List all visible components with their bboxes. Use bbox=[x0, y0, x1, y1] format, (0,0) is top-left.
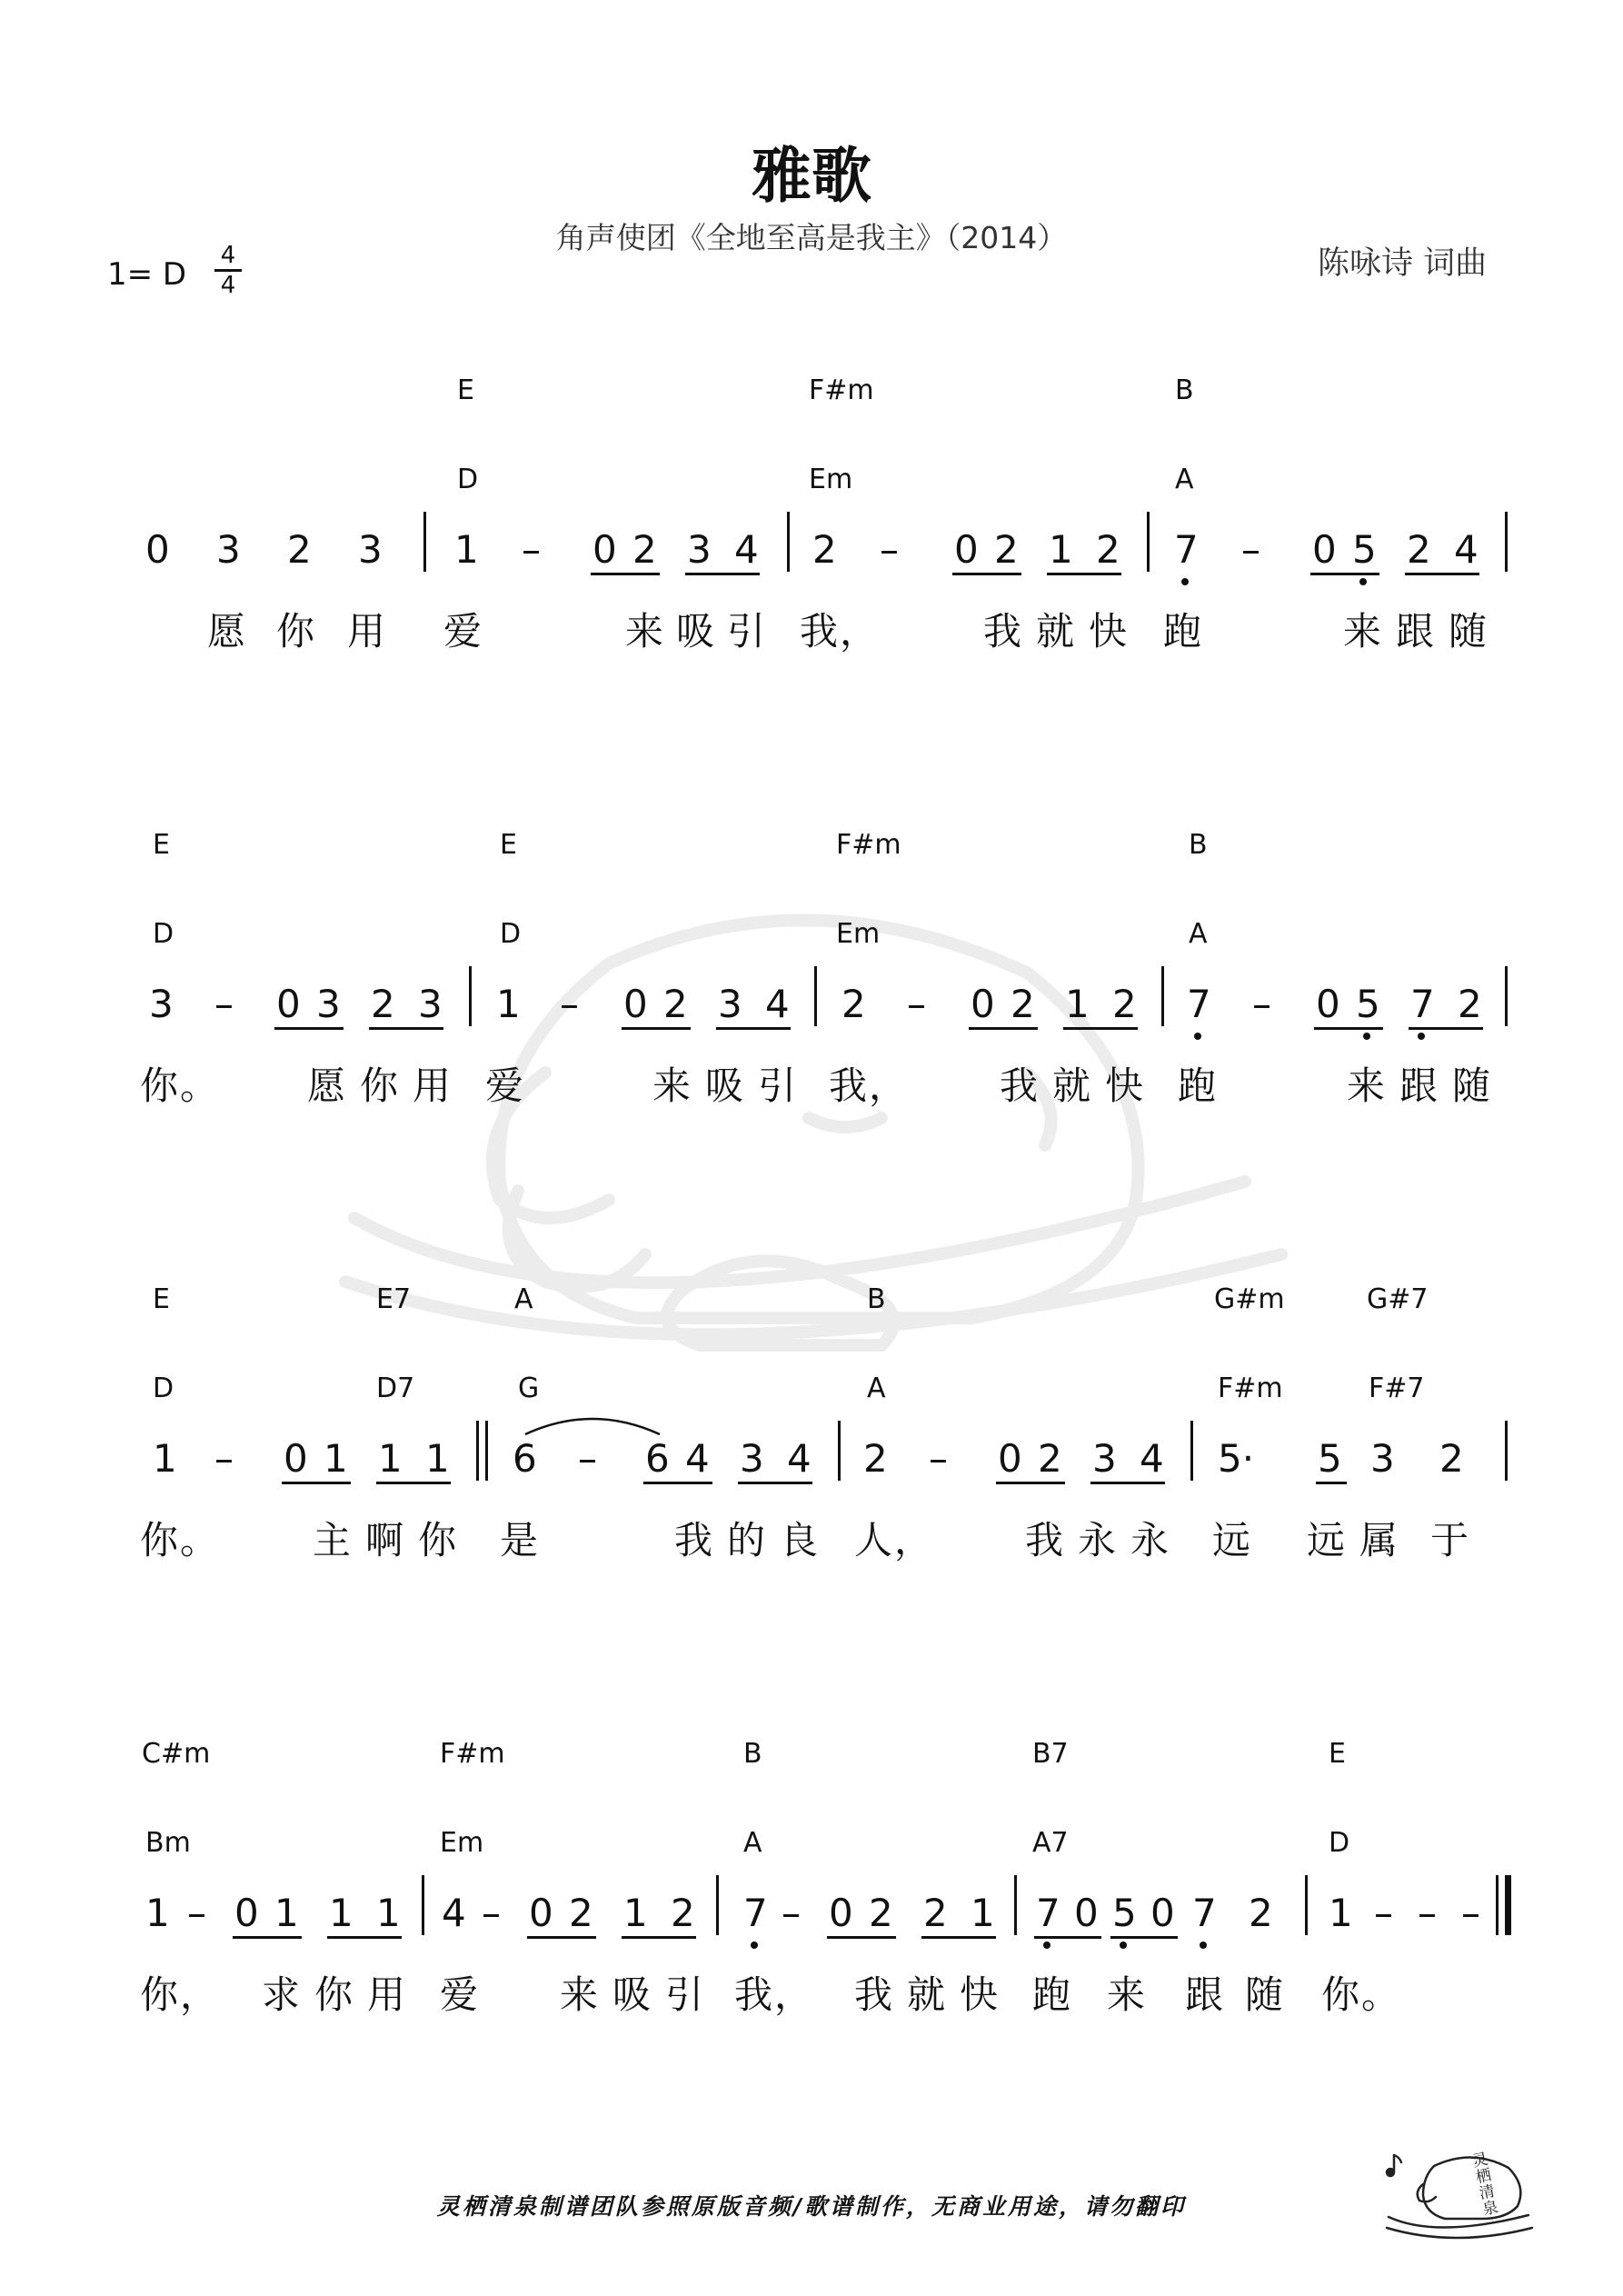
chord: E7 bbox=[376, 1283, 412, 1315]
note: 2 bbox=[923, 1891, 948, 1935]
note: 3 bbox=[687, 527, 712, 572]
lyric: 来 bbox=[560, 1972, 601, 2017]
note: 7 bbox=[743, 1891, 768, 1935]
note: – bbox=[880, 527, 899, 572]
note: 1 bbox=[324, 1436, 348, 1481]
note: 0 bbox=[284, 1436, 308, 1481]
chord: Em bbox=[836, 918, 881, 950]
chord: E bbox=[1329, 1738, 1346, 1770]
chord: C#m bbox=[142, 1738, 211, 1770]
underline bbox=[282, 1482, 351, 1484]
lyric: 跑 bbox=[1032, 1972, 1073, 2017]
note: 1 bbox=[378, 1436, 403, 1481]
lyric: 啊 bbox=[365, 1518, 406, 1562]
note: 3 bbox=[1370, 1436, 1395, 1481]
note: 2 bbox=[1011, 982, 1035, 1026]
low-octave-dot bbox=[1418, 1033, 1425, 1040]
lyric: 我 bbox=[674, 1518, 715, 1562]
lyric: 吸 bbox=[705, 1063, 746, 1108]
lyric: 爱 bbox=[440, 1972, 481, 2017]
note: – bbox=[1374, 1891, 1393, 1935]
lyric: 你。 bbox=[1321, 1972, 1402, 2017]
lyric: 引 bbox=[727, 609, 768, 654]
note: 3 bbox=[216, 527, 241, 572]
underline bbox=[527, 1936, 596, 1939]
note: – bbox=[187, 1891, 206, 1935]
chord: Bm bbox=[145, 1827, 191, 1859]
barline bbox=[716, 1875, 719, 1935]
lyric: 吸 bbox=[676, 609, 717, 654]
chord: Em bbox=[440, 1827, 484, 1859]
chord: B bbox=[1175, 374, 1194, 406]
low-octave-dot bbox=[1043, 1942, 1050, 1949]
underline bbox=[591, 573, 660, 575]
note: 0 bbox=[623, 982, 648, 1026]
lyric: 远 bbox=[1212, 1518, 1253, 1562]
chord: D bbox=[1329, 1827, 1350, 1859]
chord: G bbox=[518, 1373, 540, 1404]
lyric: 随 bbox=[1449, 609, 1489, 654]
note: 6 bbox=[513, 1436, 537, 1481]
chord: F#m bbox=[440, 1738, 505, 1770]
barline bbox=[1014, 1875, 1017, 1935]
note: 0 bbox=[1150, 1891, 1175, 1935]
underline bbox=[996, 1482, 1065, 1484]
lyric: 随 bbox=[1452, 1063, 1493, 1108]
note: 3 bbox=[740, 1436, 764, 1481]
lyric: 来 bbox=[1107, 1972, 1148, 2017]
barline bbox=[838, 1421, 841, 1481]
note: 2 bbox=[863, 1436, 888, 1481]
note: 2 bbox=[869, 1891, 893, 1935]
note: 0 bbox=[971, 982, 995, 1026]
note: – bbox=[482, 1891, 501, 1935]
lyric: 就 bbox=[1036, 609, 1077, 654]
note: 1 bbox=[274, 1891, 299, 1935]
footer-notice: 灵栖清泉制谱团队参照原版音频/歌谱制作，无商业用途，请勿翻印 bbox=[436, 2193, 1187, 2220]
lyric: 远 bbox=[1307, 1518, 1348, 1562]
underline bbox=[1063, 1027, 1138, 1030]
note: 0 bbox=[1074, 1891, 1099, 1935]
chord: A bbox=[1189, 918, 1208, 950]
barline bbox=[1305, 1875, 1308, 1935]
underline bbox=[233, 1936, 302, 1939]
chord: G#m bbox=[1214, 1283, 1285, 1315]
note: 1 bbox=[1049, 527, 1073, 572]
note: 2 bbox=[994, 527, 1019, 572]
lyric: 快 bbox=[1105, 1063, 1146, 1108]
note: 2 bbox=[287, 527, 312, 572]
note: 2 bbox=[569, 1891, 593, 1935]
lyric: 你 bbox=[314, 1972, 355, 2017]
chord: F#7 bbox=[1369, 1373, 1425, 1404]
low-octave-dot bbox=[1200, 1942, 1207, 1949]
song-author: 陈咏诗 词曲 bbox=[1318, 245, 1488, 282]
final-barline bbox=[1496, 1875, 1499, 1935]
underline bbox=[274, 1027, 344, 1030]
time-signature-bottom: 4 bbox=[220, 272, 236, 299]
lyric: 良 bbox=[780, 1518, 821, 1562]
lyric: 来 bbox=[1343, 609, 1384, 654]
underline bbox=[1405, 573, 1479, 575]
lyric: 是 bbox=[500, 1518, 541, 1562]
chord: E bbox=[153, 1283, 170, 1315]
lyric: 快 bbox=[960, 1972, 1001, 2017]
low-octave-dot bbox=[751, 1942, 758, 1949]
lyric: 主 bbox=[313, 1518, 353, 1562]
note: 2 bbox=[663, 982, 688, 1026]
chord: B bbox=[1189, 829, 1208, 861]
underline bbox=[643, 1482, 712, 1484]
low-octave-dot bbox=[1181, 578, 1189, 585]
chord: A bbox=[1175, 464, 1194, 495]
underline bbox=[376, 1482, 451, 1484]
note: 4 bbox=[787, 1436, 812, 1481]
sheep-logo-icon bbox=[1381, 2141, 1536, 2241]
note: 5 bbox=[1352, 527, 1377, 572]
note: – bbox=[1461, 1891, 1480, 1935]
note: – bbox=[782, 1891, 801, 1935]
lyric: 你 bbox=[360, 1063, 401, 1108]
key-signature: 1= D bbox=[107, 256, 187, 293]
chord: B7 bbox=[1032, 1738, 1069, 1770]
note: – bbox=[1252, 982, 1271, 1026]
note: – bbox=[578, 1436, 597, 1481]
chord: E bbox=[457, 374, 474, 406]
lyric: 用 bbox=[413, 1063, 453, 1108]
note: 1 bbox=[496, 982, 521, 1026]
underline bbox=[1310, 573, 1379, 575]
song-subtitle: 角声使团《全地至高是我主》（2014） bbox=[555, 220, 1068, 255]
note: 2 bbox=[632, 527, 657, 572]
chord: D bbox=[500, 918, 522, 950]
chord: D bbox=[457, 464, 479, 495]
low-octave-dot bbox=[1359, 578, 1367, 585]
chord: D7 bbox=[376, 1373, 415, 1404]
note: – bbox=[1241, 527, 1260, 572]
lyric: 你。 bbox=[140, 1518, 221, 1562]
note: 7 bbox=[1410, 982, 1435, 1026]
note: 1 bbox=[454, 527, 479, 572]
lyric: 永 bbox=[1078, 1518, 1119, 1562]
brand-logo bbox=[1381, 2141, 1536, 2241]
note: 2 bbox=[1112, 982, 1137, 1026]
note: 0 bbox=[529, 1891, 553, 1935]
underline bbox=[1409, 1027, 1483, 1030]
note: 2 bbox=[1096, 527, 1120, 572]
lyric: 我， bbox=[800, 609, 881, 654]
lyric: 你， bbox=[140, 1972, 221, 2017]
lyric: 就 bbox=[907, 1972, 948, 2017]
time-signature-top: 4 bbox=[220, 242, 236, 269]
lyric: 快 bbox=[1089, 609, 1130, 654]
note: 0 bbox=[145, 527, 170, 572]
note: 2 bbox=[812, 527, 837, 572]
note: 2 bbox=[841, 982, 866, 1026]
lyric: 我 bbox=[854, 1972, 895, 2017]
barline bbox=[1505, 512, 1508, 572]
note: 1 bbox=[971, 1891, 995, 1935]
chord: B bbox=[867, 1283, 886, 1315]
lyric: 我 bbox=[1000, 1063, 1041, 1108]
note: 3 bbox=[1092, 1436, 1117, 1481]
lyric: 求 bbox=[262, 1972, 303, 2017]
note: 2 bbox=[1249, 1891, 1273, 1935]
final-barline bbox=[1505, 1875, 1511, 1935]
note: 0 bbox=[998, 1436, 1022, 1481]
underline bbox=[952, 573, 1021, 575]
note: 1 bbox=[145, 1891, 170, 1935]
note: 5 bbox=[1318, 1436, 1342, 1481]
chord: G#7 bbox=[1367, 1283, 1429, 1315]
underline bbox=[827, 1936, 896, 1939]
lyric: 引 bbox=[758, 1063, 799, 1108]
underline bbox=[1316, 1482, 1347, 1484]
note: 1 bbox=[153, 1436, 177, 1481]
note: 0 bbox=[954, 527, 979, 572]
note: 2 bbox=[1038, 1436, 1062, 1481]
lyric: 你 bbox=[418, 1518, 459, 1562]
chord: A bbox=[867, 1373, 886, 1404]
note: 3 bbox=[718, 982, 742, 1026]
note: 0 bbox=[1312, 527, 1337, 572]
lyric: 来 bbox=[652, 1063, 693, 1108]
underline bbox=[1047, 573, 1121, 575]
lyric: 爱 bbox=[485, 1063, 526, 1108]
note: 5 bbox=[1112, 1891, 1137, 1935]
chord: D bbox=[153, 1373, 174, 1404]
underline bbox=[685, 573, 760, 575]
underline bbox=[369, 1027, 443, 1030]
lyric: 我， bbox=[829, 1063, 910, 1108]
lyric: 跟 bbox=[1399, 1063, 1440, 1108]
lyric: 你 bbox=[276, 609, 317, 654]
lyric: 跟 bbox=[1185, 1972, 1226, 2017]
note: 7 bbox=[1187, 982, 1211, 1026]
note: 1 bbox=[1329, 1891, 1353, 1935]
note: 1 bbox=[329, 1891, 353, 1935]
underline bbox=[622, 1936, 696, 1939]
lyric: 愿 bbox=[207, 609, 248, 654]
underline bbox=[1314, 1027, 1383, 1030]
lyric: 人， bbox=[854, 1518, 935, 1562]
barline bbox=[469, 966, 472, 1026]
time-signature bbox=[214, 244, 242, 297]
lyric: 来 bbox=[625, 609, 666, 654]
note: 2 bbox=[671, 1891, 695, 1935]
note: 3 bbox=[418, 982, 443, 1026]
chord: E bbox=[500, 829, 517, 861]
lyric: 我 bbox=[983, 609, 1024, 654]
barline bbox=[1161, 966, 1164, 1026]
underline bbox=[1110, 1936, 1178, 1939]
chord: D bbox=[153, 918, 174, 950]
note: – bbox=[522, 527, 541, 572]
barline bbox=[423, 512, 426, 572]
barline bbox=[814, 966, 817, 1026]
note: 2 bbox=[1407, 527, 1431, 572]
chord: E bbox=[153, 829, 170, 861]
logo-text: 灵栖清泉 bbox=[1470, 2150, 1500, 2220]
barline bbox=[1505, 966, 1508, 1026]
note: 0 bbox=[592, 527, 617, 572]
lyric: 跑 bbox=[1178, 1063, 1219, 1108]
chord: A bbox=[514, 1283, 533, 1315]
note: 0 bbox=[1316, 982, 1340, 1026]
tie-slur bbox=[523, 1409, 662, 1436]
low-octave-dot bbox=[1120, 1942, 1127, 1949]
note: 3 bbox=[316, 982, 341, 1026]
note: – bbox=[214, 982, 234, 1026]
lyric: 就 bbox=[1052, 1063, 1093, 1108]
lyric: 跑 bbox=[1163, 609, 1204, 654]
lyric: 爱 bbox=[443, 609, 484, 654]
lyric: 用 bbox=[367, 1972, 408, 2017]
note: 1 bbox=[623, 1891, 648, 1935]
note: 4 bbox=[734, 527, 759, 572]
note: 1 bbox=[376, 1891, 401, 1935]
note: – bbox=[214, 1436, 234, 1481]
barline bbox=[1505, 1421, 1508, 1481]
note: – bbox=[560, 982, 579, 1026]
underline bbox=[738, 1482, 812, 1484]
chord: F#m bbox=[836, 829, 901, 861]
note: 4 bbox=[685, 1436, 710, 1481]
underline bbox=[921, 1936, 996, 1939]
underline bbox=[1034, 1936, 1101, 1939]
note: 0 bbox=[276, 982, 301, 1026]
note: – bbox=[907, 982, 926, 1026]
lyric: 的 bbox=[727, 1518, 768, 1562]
note: 7 bbox=[1174, 527, 1199, 572]
note: 4 bbox=[765, 982, 790, 1026]
lyric: 来 bbox=[1347, 1063, 1388, 1108]
note: – bbox=[929, 1436, 948, 1481]
barline bbox=[787, 512, 790, 572]
chord: B bbox=[743, 1738, 762, 1770]
low-octave-dot bbox=[1363, 1033, 1370, 1040]
lyric: 愿 bbox=[307, 1063, 348, 1108]
note: 4 bbox=[442, 1891, 466, 1935]
song-title: 雅歌 bbox=[752, 141, 871, 211]
lyric: 属 bbox=[1359, 1518, 1400, 1562]
chord: F#m bbox=[1218, 1373, 1283, 1404]
barline bbox=[1190, 1421, 1193, 1481]
note: 0 bbox=[234, 1891, 259, 1935]
lyric: 你。 bbox=[140, 1063, 221, 1108]
note: 6 bbox=[645, 1436, 670, 1481]
note: 3 bbox=[149, 982, 174, 1026]
underline bbox=[327, 1936, 402, 1939]
double-barline bbox=[485, 1421, 488, 1481]
lyric: 引 bbox=[665, 1972, 706, 2017]
lyric: 我， bbox=[734, 1972, 815, 2017]
note: 1 bbox=[1065, 982, 1090, 1026]
note: 3 bbox=[358, 527, 383, 572]
sheep-watermark-icon bbox=[336, 891, 1299, 1418]
note: 7 bbox=[1036, 1891, 1060, 1935]
note: 1 bbox=[425, 1436, 450, 1481]
note: 5· bbox=[1218, 1436, 1255, 1481]
lyric: 于 bbox=[1430, 1518, 1471, 1562]
note: 0 bbox=[829, 1891, 853, 1935]
lyric: 跟 bbox=[1396, 609, 1437, 654]
chord: Em bbox=[809, 464, 853, 495]
double-barline bbox=[476, 1421, 479, 1481]
low-octave-dot bbox=[1194, 1033, 1201, 1040]
note: 4 bbox=[1454, 527, 1479, 572]
underline bbox=[716, 1027, 791, 1030]
underline bbox=[969, 1027, 1038, 1030]
note: 5 bbox=[1356, 982, 1380, 1026]
lyric: 用 bbox=[347, 609, 388, 654]
chord: A bbox=[743, 1827, 762, 1859]
note: 7 bbox=[1192, 1891, 1217, 1935]
note: 2 bbox=[1458, 982, 1482, 1026]
note: – bbox=[1418, 1891, 1437, 1935]
lyric: 永 bbox=[1130, 1518, 1171, 1562]
note: 4 bbox=[1140, 1436, 1164, 1481]
barline bbox=[1147, 512, 1150, 572]
lyric: 我 bbox=[1025, 1518, 1066, 1562]
lyric: 随 bbox=[1245, 1972, 1286, 2017]
lyric: 吸 bbox=[612, 1972, 653, 2017]
chord: F#m bbox=[809, 374, 874, 406]
barline bbox=[422, 1875, 424, 1935]
underline bbox=[1090, 1482, 1165, 1484]
note: 2 bbox=[371, 982, 395, 1026]
note: 2 bbox=[1439, 1436, 1464, 1481]
chord: A7 bbox=[1032, 1827, 1069, 1859]
underline bbox=[622, 1027, 691, 1030]
